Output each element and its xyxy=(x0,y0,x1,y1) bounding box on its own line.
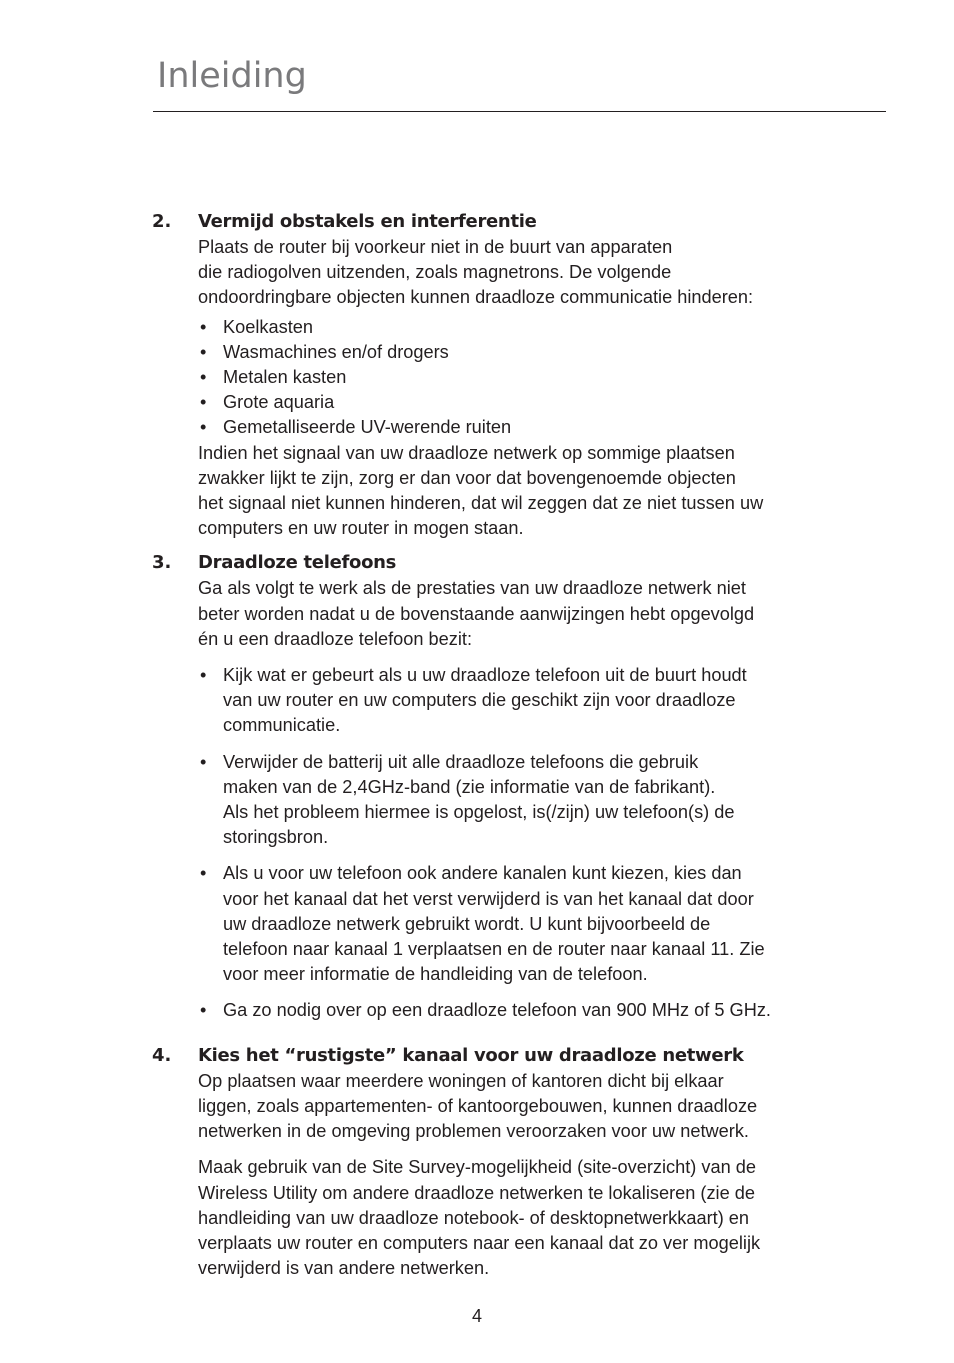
list-item: • Metalen kasten xyxy=(200,367,347,388)
section-3 xyxy=(152,549,862,1023)
bullet-list xyxy=(198,315,862,441)
list-item: • Verwijder de batterij uit alle draadloze telefoons die gebruik maken van de 2,4GHz-band (zie informatie van de fabrikant). Als het probleem hiermee is opgelost, is(/zijn) uw telefoon(s) de storingsbron. xyxy=(200,751,735,848)
section-paragraph: Maak gebruik van de Site Survey-mogelijkheid (site-overzicht) van de Wireless Utility om andere draadloze netwerken te lokaliseren (zie de handleiding van uw draadloze notebook- of desktopnetwerkkaart) en verplaats uw router en computers naar een kanaal dat zo ver mogelijk verwijderd is van andere netwerken. xyxy=(198,1157,761,1279)
section-2 xyxy=(152,208,862,541)
section-intro: Ga als volgt te werk als de prestaties van uw draadloze netwerk niet beter worden nadat u de bovenstaande aanwijzingen hebt opgevolgd én u een draadloze telefoon bezit: xyxy=(198,578,755,649)
list-item: • Wasmachines en/of drogers xyxy=(200,341,449,362)
section-intro: Plaats de router bij voorkeur niet in de buurt van apparaten die radiogolven uitzenden, zoals magnetrons. De volgende ondoordringbare objecten kunnen draadloze communicatie hinderen: xyxy=(198,237,754,308)
list-item: • Ga zo nodig over op een draadloze telefoon van 900 MHz of 5 GHz. xyxy=(200,1000,771,1021)
list-item: • Als u voor uw telefoon ook andere kanalen kunt kiezen, kies dan voor het kanaal dat het verst verwijderd is van het kanaal dat door uw draadloze netwerk gebruikt wordt. U kunt bijvoorbeeld de telefoon naar kanaal 1 verplaatsen en de router naar kanaal 11. Zie voor meer informatie de handleiding van de telefoon. xyxy=(200,863,765,985)
list-item: • Gemetalliseerde UV-werende ruiten xyxy=(200,417,512,438)
section-number: 3. xyxy=(152,552,172,574)
title-divider xyxy=(153,111,886,112)
main-content xyxy=(152,208,862,1281)
section-heading: Draadloze telefoons xyxy=(198,552,397,574)
section-heading: Kies het “rustigste” kanaal voor uw draadloze netwerk xyxy=(198,1044,744,1066)
section-paragraph: Op plaatsen waar meerdere woningen of kantoren dicht bij elkaar liggen, zoals appartementen- of kantoorgebouwen, kunnen draadloze netwerken in de omgeving problemen veroorzaken voor uw netwerk. xyxy=(198,1070,758,1142)
bullet-list xyxy=(198,663,862,1024)
list-item: • Koelkasten xyxy=(200,316,313,337)
list-item: • Kijk wat er gebeurt als u uw draadloze telefoon uit de buurt houdt van uw router en uw computers die geschikt zijn voor draadloze communicatie. xyxy=(200,665,747,736)
page-title: Inleiding xyxy=(157,56,307,96)
section-number: 2. xyxy=(152,211,172,232)
section-outro: Indien het signaal van uw draadloze netwerk op sommige plaatsen zwakker lijkt te zijn, zorg er dan voor dat bovengenoemde objecten het signaal niet kunnen hinderen, dat wil zeggen dat ze niet tussen uw computers en uw router in mogen staan. xyxy=(198,442,764,539)
section-4 xyxy=(152,1042,862,1282)
section-heading: Vermijd obstakels en interferentie xyxy=(198,211,537,232)
page-number: 4 xyxy=(471,1306,482,1326)
section-number: 4. xyxy=(152,1044,172,1066)
list-item: • Grote aquaria xyxy=(200,392,335,413)
